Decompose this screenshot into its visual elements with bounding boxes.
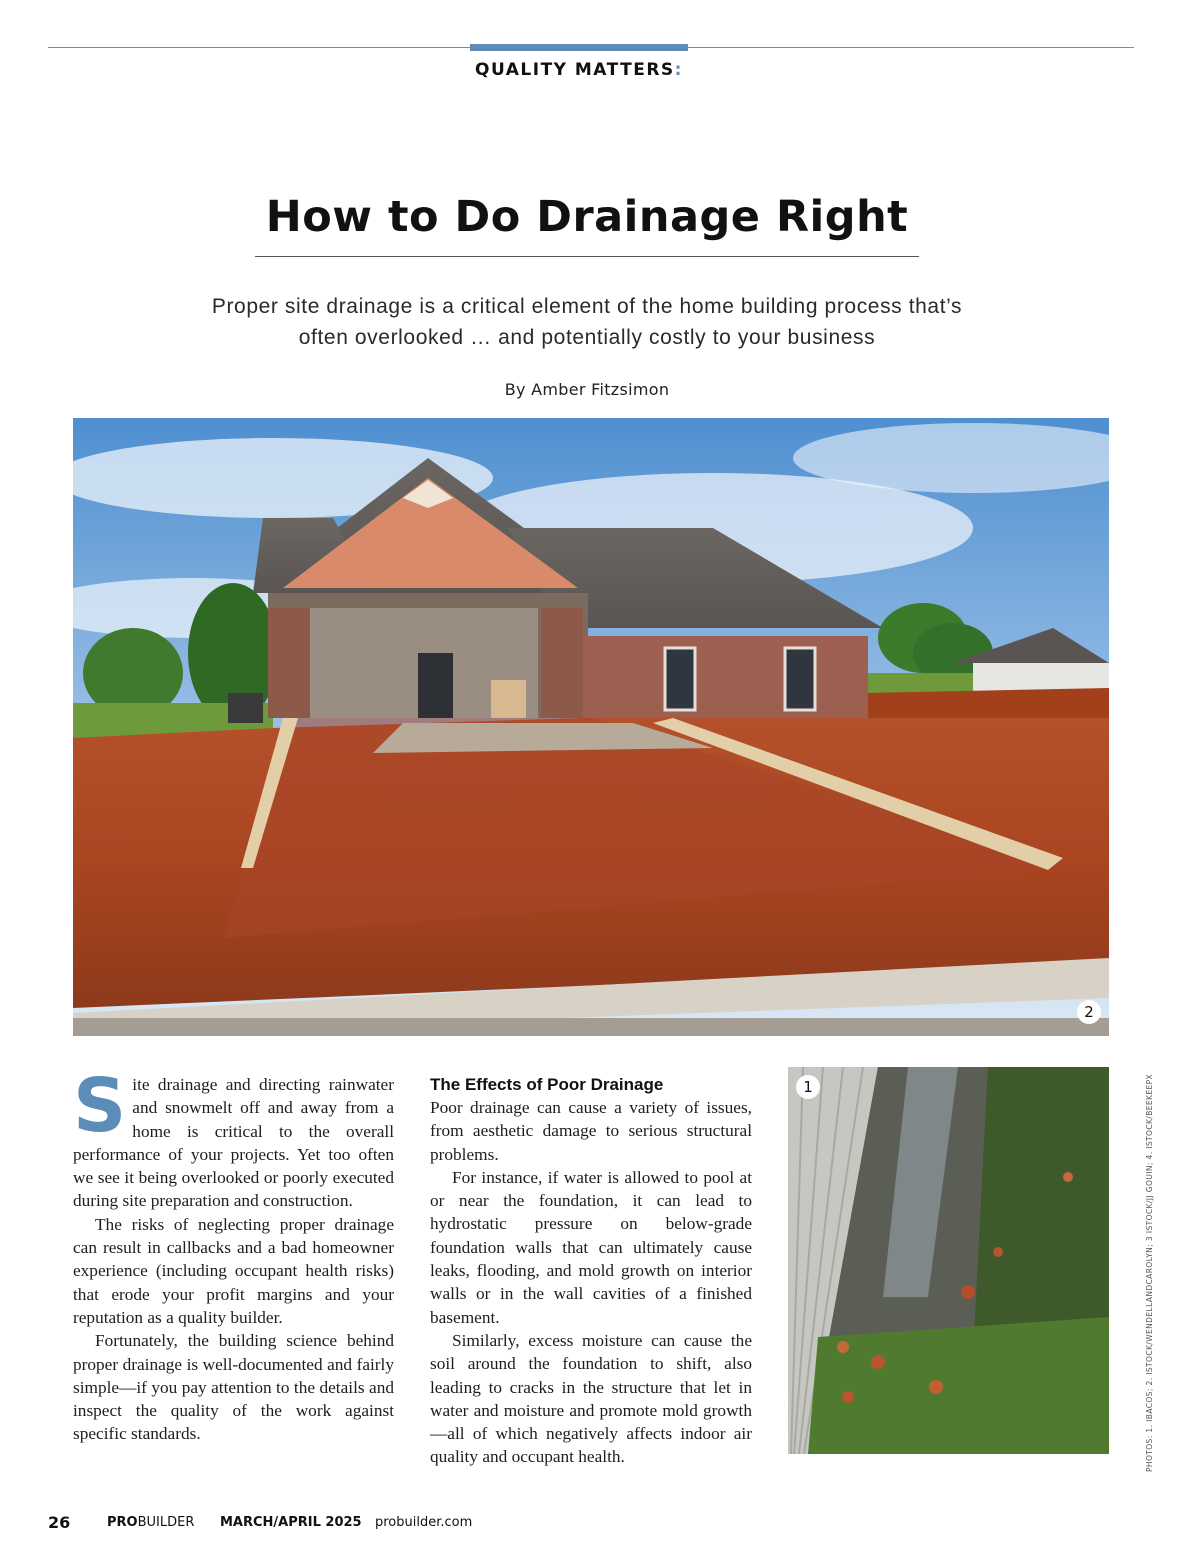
article-dek: Proper site drainage is a critical element of the home building process that’s often overlooked … and potentially costly to your business [211, 295, 963, 349]
paragraph-pooling: For instance, if water is allowed to pool at or near the foundation, it can lead to hydrostatic pressure on below-grade foundation walls that can ultimately cause leaks, flooding, and mold growth on interior walls or in the wall cavities of a finished basement. [430, 1167, 752, 1327]
website-link[interactable]: probuilder.com [375, 1515, 473, 1530]
subhead-effects: The Effects of Poor Drainage [430, 1075, 664, 1094]
section-colon: : [674, 60, 683, 80]
magazine-name-bold: PRO [107, 1515, 138, 1530]
body-column-1 [73, 1063, 394, 1446]
magazine-name-regular: BUILDER [137, 1515, 195, 1530]
side-photo-wet-ground [788, 1067, 1109, 1454]
header-accent-bar [470, 44, 688, 51]
photo-credits: PHOTOS: 1. IBACOS; 2. ISTOCK/WENDELLANDCAROLYN; 3 ISTOCK/JJ GOUIN; 4. ISTOCK/BEEKEEPX [1145, 1073, 1154, 1472]
paragraph-intro-text: ite drainage and directing rainwater and snowmelt off and away from a home is critical to the overall performance of your projects. Yet too often we see it being overlooked or poorly executed during site preparation and construction. [73, 1075, 394, 1211]
drop-cap: S [73, 1063, 127, 1149]
section-label: QUALITY MATTERS [475, 60, 675, 80]
title-rule [255, 256, 919, 257]
photo-number-badge: 1 [796, 1075, 820, 1099]
paragraph-risks: The risks of neglecting proper drainage can result in callbacks and a bad homeowner experience (including occupant health risks) that erode your profit margins and your reputation as a quality builder. [73, 1214, 394, 1327]
byline: By Amber Fitzsimon [504, 380, 670, 399]
page-number: 26 [48, 1513, 71, 1532]
paragraph-fortunately: Fortunately, the building science behind proper drainage is well-documented and fairly simple—if you pay attention to the details and inspect the quality of the work against specific standards. [73, 1331, 394, 1444]
paragraph-intro [73, 1063, 394, 1213]
photo-number-badge: 2 [1077, 1000, 1101, 1024]
issue-date: MARCH/APRIL 2025 [220, 1515, 362, 1530]
body-column-2 [430, 1073, 752, 1469]
magazine-name [107, 1515, 194, 1530]
section-tag [470, 60, 688, 80]
paragraph-issues: Poor drainage can cause a variety of issues, from aesthetic damage to serious structural problems. [430, 1098, 752, 1164]
main-photo-house-lot [73, 418, 1109, 1036]
paragraph-moisture: Similarly, excess moisture can cause the soil around the foundation to shift, also leading to cracks in the structure that let in water and moisture and promote mold growth—all of which negatively affects indoor air quality and occupant health. [430, 1330, 752, 1467]
article-title: How to Do Drainage Right [265, 192, 909, 242]
